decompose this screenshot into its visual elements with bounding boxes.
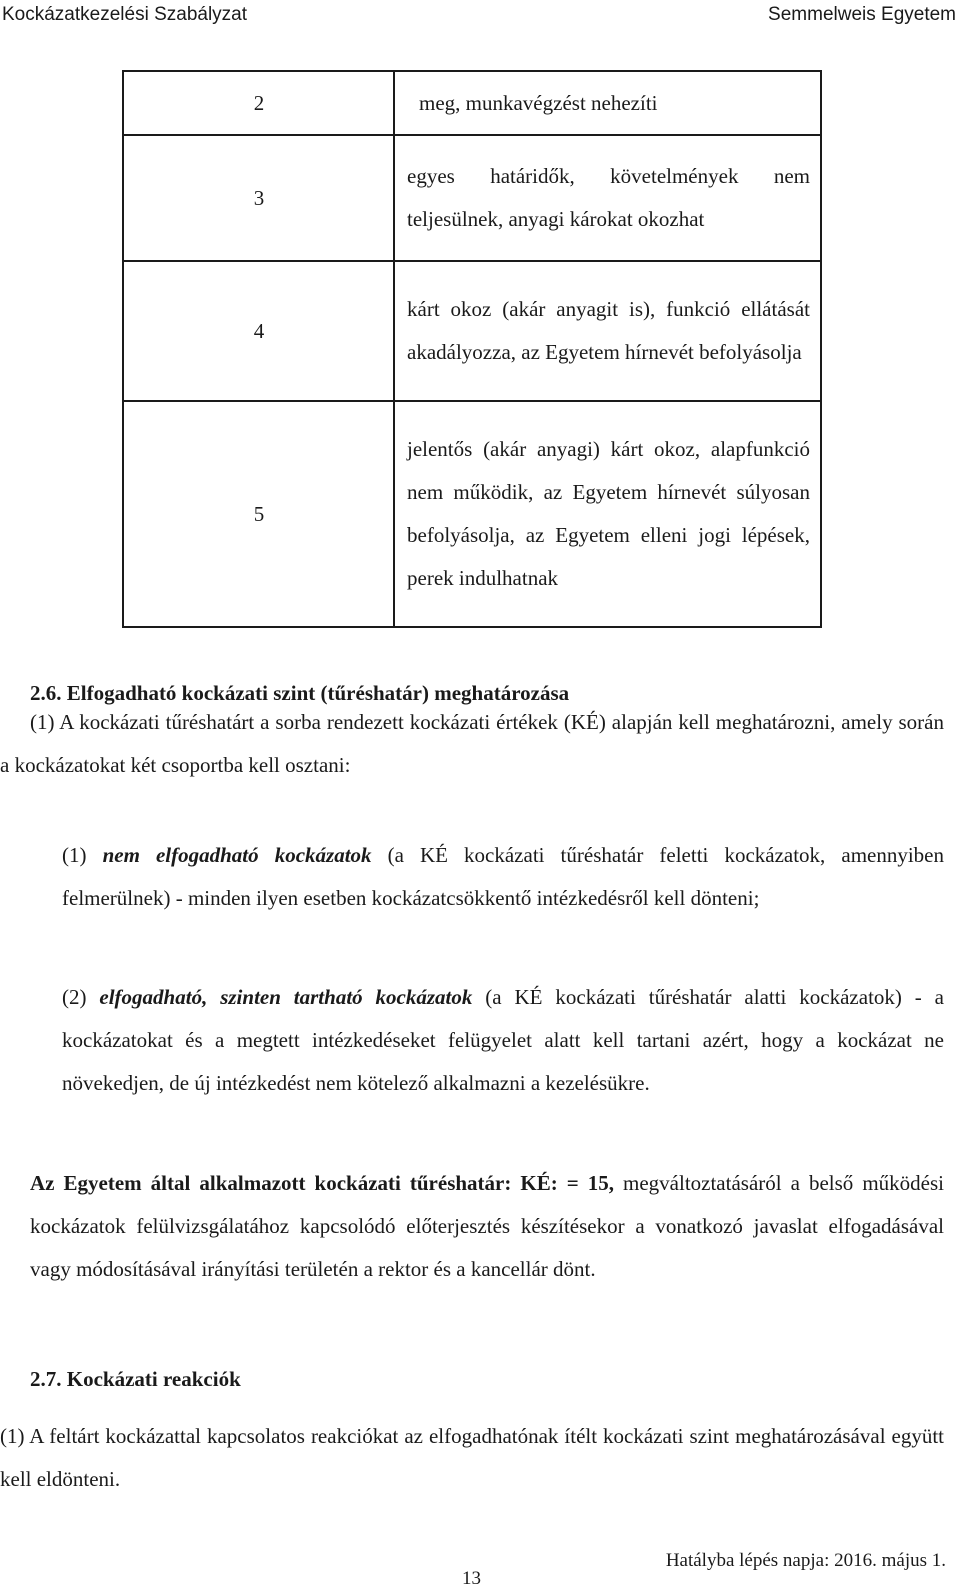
header-doc-title: Kockázatkezelési Szabályzat [2, 4, 248, 25]
risk-level-cell: 2 [123, 71, 394, 135]
risk-level-table [122, 70, 822, 628]
tolerance-statement: Az Egyetem által alkalmazott kockázati tűréshatár: KÉ: = 15, [30, 1171, 614, 1195]
tolerance-paragraph [30, 1162, 944, 1291]
paragraph-text: (1) A kockázati tűréshatárt a sorba rendezett kockázati értékek (KÉ) alapján kell meghatározni, amely során a kockázatokat két csoportba kell osztani: [0, 710, 944, 777]
risk-level-cell: 3 [123, 135, 394, 261]
risk-description-cell: kárt okoz (akár anyagit is), funkció ellátását akadályozza, az Egyetem hírnevét befolyásolja [394, 261, 821, 401]
risk-description-cell: egyes határidők, követelmények nem teljesülnek, anyagi károkat okozhat [394, 135, 821, 261]
section-2-7-paragraph-1 [0, 1415, 944, 1501]
table-row [123, 135, 821, 261]
risk-description-cell: jelentős (akár anyagi) kárt okoz, alapfunkció nem működik, az Egyetem hírnevét súlyosan befolyásolja, az Egyetem elleni jogi lépések, perek indulhatnak [394, 401, 821, 627]
risk-level-cell: 4 [123, 261, 394, 401]
page-header [0, 0, 960, 30]
table-row [123, 71, 821, 135]
list-item-number: (1) [62, 843, 87, 867]
list-item-emphasis: nem elfogadható kockázatok [102, 843, 372, 867]
page-number: 13 [462, 1568, 481, 1589]
section-2-6-paragraph-1 [0, 701, 944, 787]
list-item-1 [62, 834, 944, 920]
risk-description-cell: meg, munkavégzést nehezíti [394, 71, 821, 135]
tolerance-text: megváltoztatásáról a belső működési kockázatok felülvizsgálatához kapcsolódó előterjesztés készítésekor a vonatkozó javaslat elfogadásával vagy módosításával irányítási területén a rektor és a kancellár dönt. [30, 1171, 944, 1281]
list-item-number: (2) [62, 985, 87, 1009]
table-row [123, 401, 821, 627]
list-item-2 [62, 976, 944, 1105]
section-heading-2-6: 2.6. Elfogadható kockázati szint (tűréshatár) meghatározása [30, 681, 570, 705]
list-item-text: (a KÉ kockázati tűréshatár alatti kockázatok) - a kockázatokat és a megtett intézkedéseket felügyelet alatt kell tartani azért, hogy a kockázat ne növekedjen, de új intézkedést nem kötelező alkalmazni a kezelésükre. [62, 985, 945, 1095]
list-item-emphasis: elfogadható, szinten tartható kockázatok [99, 985, 473, 1009]
risk-level-cell: 5 [123, 401, 394, 627]
paragraph-text: (1) A feltárt kockázattal kapcsolatos reakciókat az elfogadhatónak ítélt kockázati szint meghatározásával együtt kell eldönteni. [0, 1424, 944, 1491]
section-heading-2-7: 2.7. Kockázati reakciók [30, 1367, 241, 1391]
list-item-text: (a KÉ kockázati tűréshatár feletti kockázatok, amennyiben felmerülnek) - minden ilyen esetben kockázatcsökkentő intézkedésről kell dönteni; [62, 843, 945, 910]
effective-date: Hatályba lépés napja: 2016. május 1. [665, 1550, 946, 1571]
table-row [123, 261, 821, 401]
header-institution: Semmelweis Egyetem [768, 4, 956, 25]
